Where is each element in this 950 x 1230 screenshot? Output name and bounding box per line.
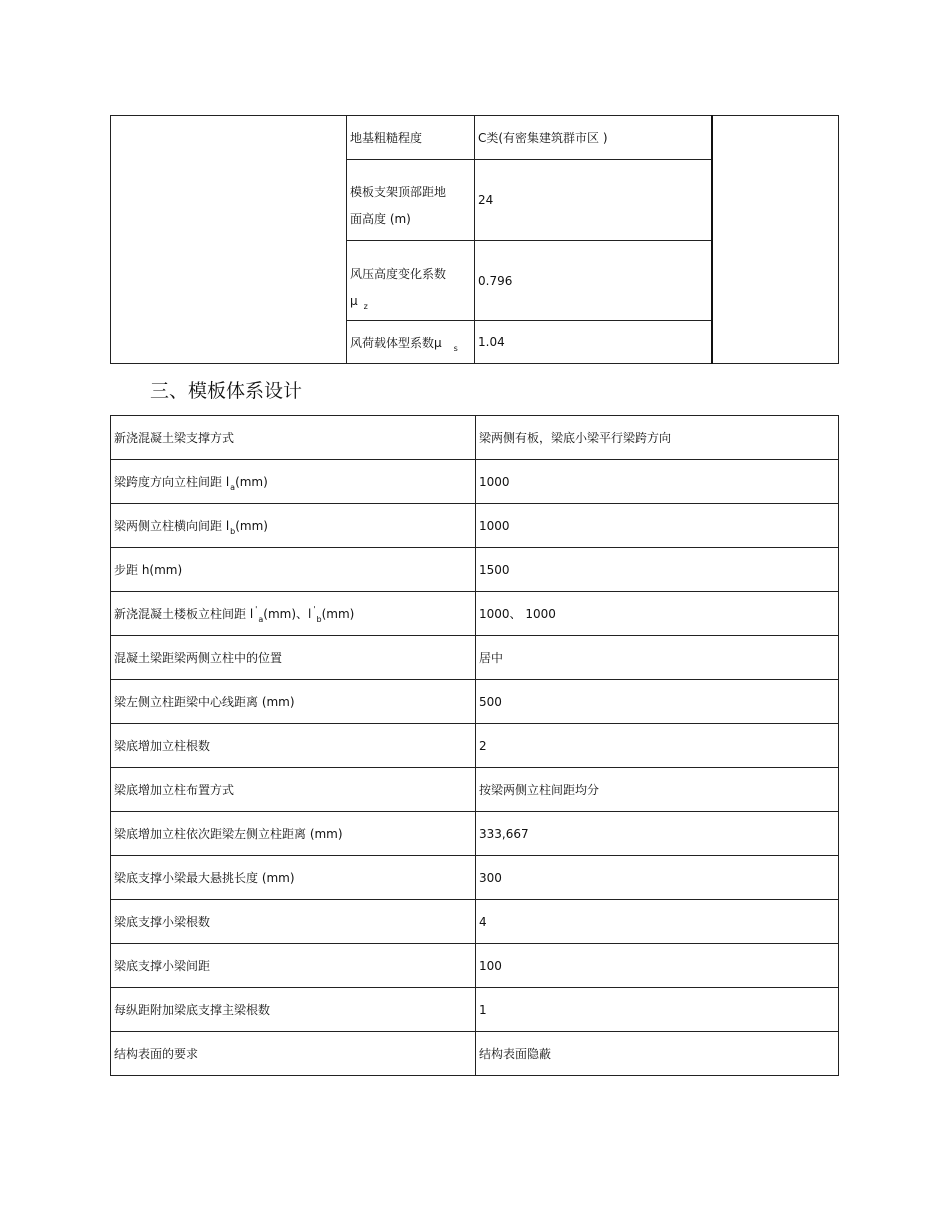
table-row: [111, 812, 839, 856]
table-cell-label: 风压高度变化系数 μ $_z$: [347, 241, 475, 321]
table-row: [111, 856, 839, 900]
table-cell-value: 梁两侧有板，梁底小梁平行梁跨方向: [476, 416, 839, 460]
table-cell-value: 0.796: [475, 241, 712, 321]
table-row: [111, 636, 839, 680]
table-row: [111, 680, 839, 724]
table-cell-value: 100: [476, 944, 839, 988]
table-cell-value: 居中: [476, 636, 839, 680]
table-cell-label: 结构表面的要求: [111, 1032, 476, 1076]
table-cell-label: 梁底支撑小梁间距: [111, 944, 476, 988]
table-row: [111, 1032, 839, 1076]
table-cell-label: 模板支架顶部距地 面高度 (m): [347, 160, 475, 241]
wind-load-table: [110, 115, 839, 364]
table-cell-label: 新浇混凝土楼板立柱间距 l '$_a$(mm)、l '$_b$(mm): [111, 592, 476, 636]
table-cell-label: 梁底支撑小梁最大悬挑长度 (mm): [111, 856, 476, 900]
table-row: [111, 504, 839, 548]
table-cell-label: 每纵距附加梁底支撑主梁根数: [111, 988, 476, 1032]
table-cell-value: 结构表面隐蔽: [476, 1032, 839, 1076]
table-row: [111, 724, 839, 768]
table-cell-value: 1000: [476, 504, 839, 548]
table-row: [111, 988, 839, 1032]
table-row: [111, 768, 839, 812]
table-row: [111, 460, 839, 504]
table-cell-value: 4: [476, 900, 839, 944]
table-cell-value: 333,667: [476, 812, 839, 856]
table-cell-label: 新浇混凝土梁支撑方式: [111, 416, 476, 460]
table-cell-value: 按梁两侧立柱间距均分: [476, 768, 839, 812]
table-cell-value: 1500: [476, 548, 839, 592]
section-title: 三、模板体系设计: [150, 380, 303, 402]
table-cell-label: 风荷载体型系数μ $_s$: [347, 321, 475, 364]
table-cell-label: 梁底增加立柱依次距梁左侧立柱距离 (mm): [111, 812, 476, 856]
table-cell-label: 梁左侧立柱距梁中心线距离 (mm): [111, 680, 476, 724]
table-cell-label: 梁两侧立柱横向间距 $l_b(mm)$: [111, 504, 476, 548]
table-row: [111, 592, 839, 636]
table-cell-value: 500: [476, 680, 839, 724]
table-row: [111, 944, 839, 988]
table-cell-label: 混凝土梁距梁两侧立柱中的位置: [111, 636, 476, 680]
empty-left-cell: [111, 116, 347, 364]
table-row: [111, 548, 839, 592]
table-cell-value: 1.04: [475, 321, 712, 364]
table-cell-value: 2: [476, 724, 839, 768]
table-cell-value: 300: [476, 856, 839, 900]
empty-right-cell: [712, 116, 839, 364]
table-cell-label: 梁底增加立柱根数: [111, 724, 476, 768]
table-cell-label: 步距 h(mm): [111, 548, 476, 592]
table-cell-label: 梁底增加立柱布置方式: [111, 768, 476, 812]
table-cell-label: 梁底支撑小梁根数: [111, 900, 476, 944]
table-cell-value: 1: [476, 988, 839, 1032]
table-cell-label: 地基粗糙程度: [347, 116, 475, 160]
table-cell-value: 1000: [476, 460, 839, 504]
table-cell-label: 梁跨度方向立柱间距 $l_a(mm)$: [111, 460, 476, 504]
table-cell-value: 24: [475, 160, 712, 241]
formwork-design-table: [110, 415, 839, 1076]
table-cell-value: 1000、 1000: [476, 592, 839, 636]
table-row: [111, 416, 839, 460]
table-cell-value: C类(有密集建筑群市区 ): [475, 116, 712, 160]
table-row: [111, 900, 839, 944]
